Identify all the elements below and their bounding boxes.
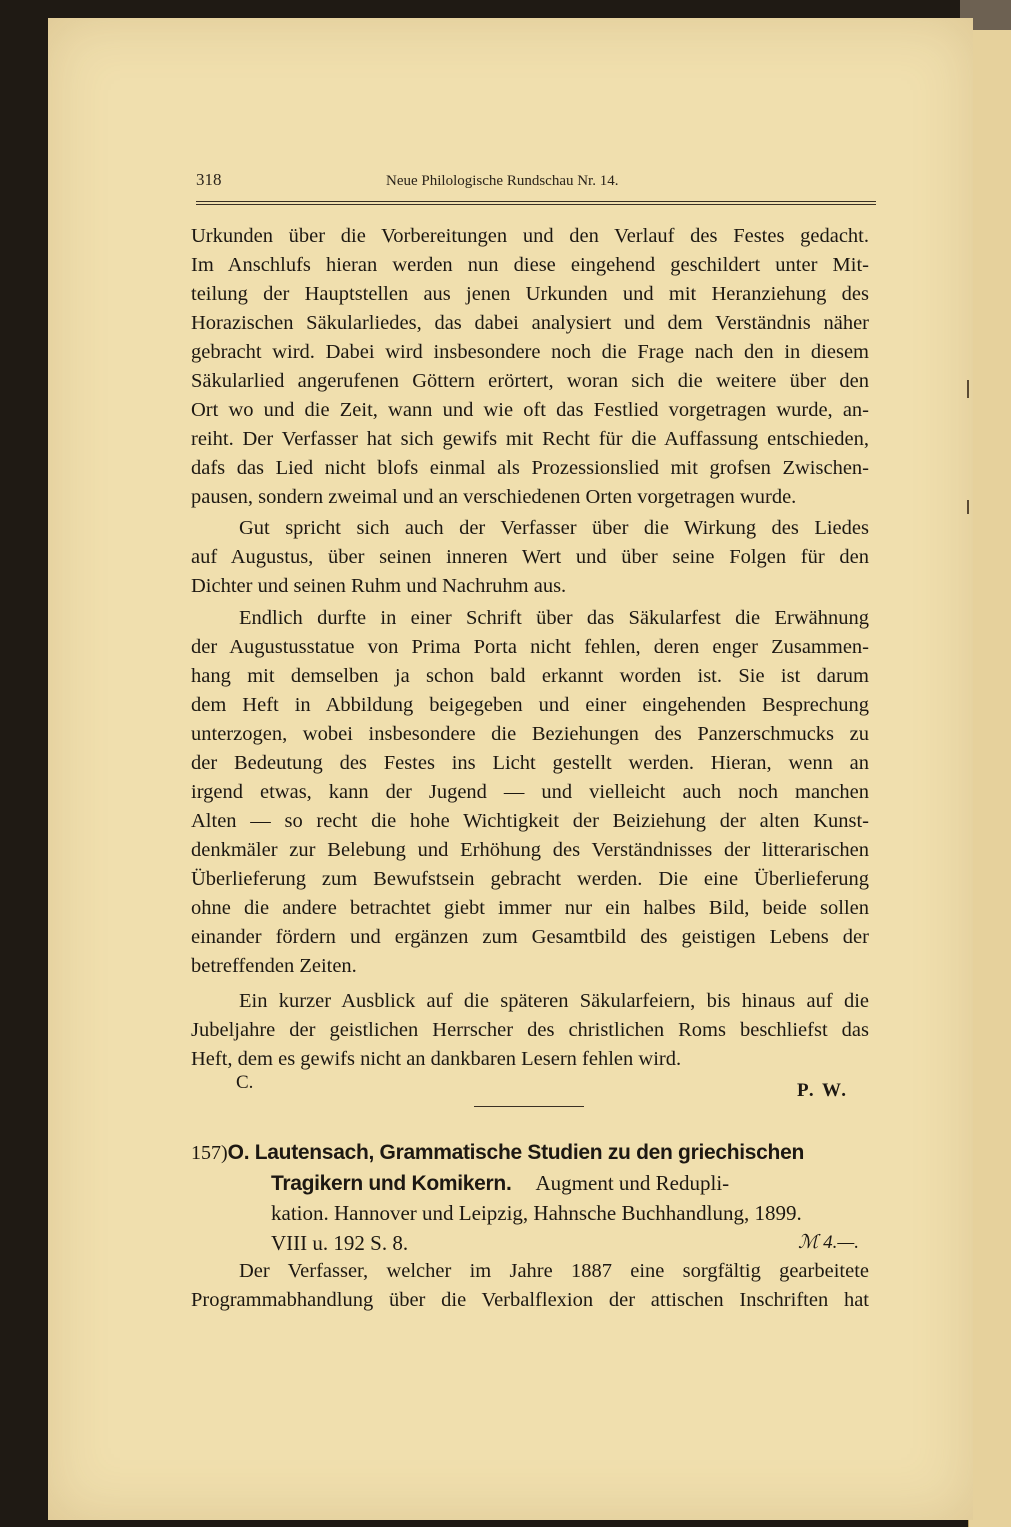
text-line: auf Augustus, über seinen inneren Wert und über seine Folgen für den [191, 546, 869, 568]
signature-place: C. [236, 1072, 254, 1093]
text-line: der Augustusstatue von Prima Porta nicht fehlen, deren enger Zusammen- [191, 636, 869, 658]
text-line: Der Verfasser, welcher im Jahre 1887 eine sorgfältig gearbeitete [239, 1260, 869, 1282]
section-divider [474, 1106, 584, 1107]
paragraph-4 [191, 987, 869, 1074]
text-line: Endlich durfte in einer Schrift über das Säkularfest die Erwähnung [239, 607, 869, 629]
text-line: Horazischen Säkularliedes, das dabei analysiert und dem Verständnis näher [191, 312, 869, 334]
text-line: der Bedeutung des Festes ins Licht gestellt werden. Hieran, wenn an [191, 752, 869, 774]
entry-pages: VIII u. 192 S. 8. [271, 1231, 409, 1255]
text-line: teilung der Hauptstellen aus jenen Urkunden und mit Heranziehung des [191, 283, 869, 305]
entry-price: ℳ 4.—. [798, 1232, 859, 1253]
entry-line-4 [191, 1228, 869, 1258]
text-line: gebracht wird. Dabei wird insbesondere noch die Frage nach den in diesem [191, 341, 869, 363]
entry-publisher: kation. Hannover und Leipzig, Hahnsche Buchhandlung, 1899. [271, 1201, 802, 1225]
text-line: Programmabhandlung über die Verbalflexion der attischen Inschriften hat [191, 1289, 869, 1311]
text-line: Jubeljahre der geistlichen Herrscher des christlichen Roms beschliefst das [191, 1019, 869, 1041]
text-line: Ein kurzer Ausblick auf die späteren Säkularfeiern, bis hinaus auf die [239, 990, 869, 1012]
text-line: ohne die andere betrachtet giebt immer nur ein halbes Bild, beide sollen [191, 897, 869, 919]
text-line: Heft, dem es gewifs nicht an dankbaren Lesern fehlen wird. [191, 1048, 682, 1070]
text-line: Säkularlied angerufenen Göttern erörtert, woran sich die weitere über den [191, 370, 869, 392]
header-rule [196, 201, 876, 202]
review-start [191, 1257, 869, 1315]
paragraph-3 [191, 604, 869, 981]
text-line: pausen, sondern zweimal und an verschiedenen Orten vorgetragen wurde. [191, 486, 797, 508]
text-line: reiht. Der Verfasser hat sich gewifs mit Recht für die Auffassung entschieden, [191, 428, 869, 450]
text-line: Alten — so recht die hohe Wichtigkeit der Beiziehung der alten Kunst- [191, 810, 869, 832]
header-rule-double [196, 204, 876, 205]
text-line: Im Anschlufs hieran werden nun diese eingehend geschildert unter Mit- [191, 254, 869, 276]
entry-line-1 [191, 1138, 869, 1168]
signature-initials: P. W. [796, 1080, 848, 1101]
entry-author-title: O. Lautensach, Grammatische Studien zu den griechischen [227, 1141, 804, 1164]
margin-mark [967, 500, 969, 514]
page-header [196, 166, 876, 196]
entry-subtitle: Augment und Redupli- [535, 1171, 730, 1195]
text-line: Ort wo und die Zeit, wann und wie oft das Festlied vorgetragen wurde, an- [191, 399, 869, 421]
bibliography-entry [191, 1138, 869, 1258]
paragraph-1 [191, 222, 869, 512]
text-line: irgend etwas, kann der Jugend — und vielleicht auch noch manchen [191, 781, 869, 803]
review-signature [236, 1072, 848, 1102]
text-line: Dichter und seinen Ruhm und Nachruhm aus. [191, 575, 567, 597]
text-line: denkmäler zur Belebung und Erhöhung des Verständnisses der litterarischen [191, 839, 869, 861]
entry-title-cont: Tragikern und Komikern. [271, 1172, 512, 1195]
margin-mark [967, 380, 969, 398]
entry-number: 157) [191, 1142, 228, 1164]
text-line: dem Heft in Abbildung beigegeben und einer eingehenden Besprechung [191, 694, 869, 716]
running-title: Neue Philologische Rundschau Nr. 14. [386, 173, 619, 189]
text-line: Urkunden über die Vorbereitungen und den Verlauf des Festes gedacht. [191, 225, 869, 247]
text-line: unterzogen, wobei insbesondere die Beziehungen des Panzerschmucks zu [191, 723, 869, 745]
next-page-edge [968, 30, 1011, 1527]
entry-line-2 [191, 1168, 869, 1198]
text-line: einander fördern und ergänzen zum Gesamtbild des geistigen Lebens der [191, 926, 869, 948]
text-line: betreffenden Zeiten. [191, 955, 357, 977]
page-number: 318 [196, 170, 222, 189]
text-line: Überlieferung zum Bewufstsein gebracht werden. Die eine Überlieferung [191, 868, 869, 890]
text-line: Gut spricht sich auch der Verfasser über die Wirkung des Liedes [239, 517, 869, 539]
paragraph-2 [191, 514, 869, 601]
text-line: hang mit demselben ja schon bald erkannt worden ist. Sie ist darum [191, 665, 869, 687]
text-line: dafs das Lied nicht blofs einmal als Prozessionslied mit grofsen Zwischen- [191, 457, 869, 479]
